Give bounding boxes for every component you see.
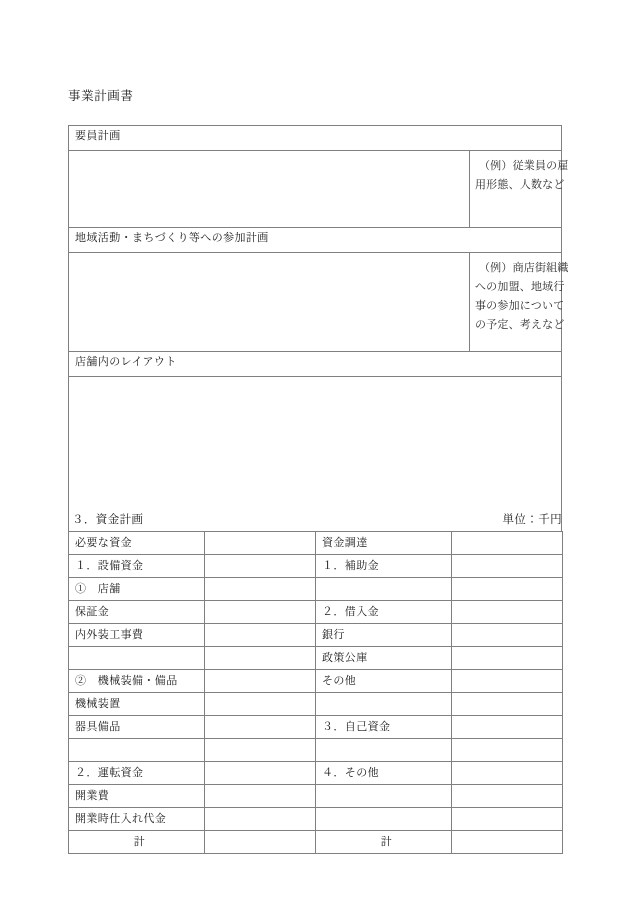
table-row (69, 716, 563, 739)
procurement-label: ３．自己資金 (316, 716, 452, 739)
needed-funds-amount[interactable] (205, 670, 316, 693)
answer-area-community[interactable] (69, 253, 470, 352)
procurement-label: ４．その他 (316, 762, 452, 785)
needed-funds-amount[interactable] (205, 808, 316, 831)
column-header-procurement: 資金調達 (316, 532, 452, 555)
needed-funds-label: １．設備資金 (69, 555, 205, 578)
procurement-label (316, 693, 452, 716)
needed-funds-label: ② 機械装備・備品 (69, 670, 205, 693)
table-row (69, 785, 563, 808)
section-content-row (69, 377, 562, 532)
section-content-row (69, 151, 562, 228)
section-header-row (69, 228, 562, 253)
procurement-amount[interactable] (452, 785, 563, 808)
section-header-row (69, 126, 562, 151)
funding-unit-label: 単位：千円 (502, 514, 562, 526)
table-row (69, 647, 563, 670)
needed-funds-total-label: 計 (69, 831, 205, 854)
needed-funds-amount[interactable] (205, 601, 316, 624)
needed-funds-amount[interactable] (205, 578, 316, 601)
table-row (69, 624, 563, 647)
business-plan-table (68, 125, 569, 532)
section-header-staffing: 要員計画 (69, 126, 562, 151)
procurement-label: 銀行 (316, 624, 452, 647)
hint-line: への加盟、地域行 (474, 281, 565, 293)
table-row (69, 555, 563, 578)
procurement-label: ２．借入金 (316, 601, 452, 624)
table-row (69, 762, 563, 785)
procurement-label: １．補助金 (316, 555, 452, 578)
procurement-amount[interactable] (452, 670, 563, 693)
column-header-procurement-amount (452, 532, 563, 555)
procurement-amount[interactable] (452, 624, 563, 647)
procurement-label (316, 808, 452, 831)
table-row (69, 693, 563, 716)
table-row (69, 601, 563, 624)
funding-table-body (69, 532, 563, 854)
procurement-total-label: 計 (316, 831, 452, 854)
table-row (69, 808, 563, 831)
needed-funds-label: 器具備品 (69, 716, 205, 739)
procurement-label (316, 785, 452, 808)
procurement-amount[interactable] (452, 647, 563, 670)
needed-funds-amount[interactable] (205, 762, 316, 785)
funding-caption-row (68, 511, 562, 527)
needed-funds-amount[interactable] (205, 555, 316, 578)
funding-header-row (69, 532, 563, 555)
hint-line: （例）商店街組織 (478, 262, 569, 274)
needed-funds-label: 機械装置 (69, 693, 205, 716)
needed-funds-label: ２．運転資金 (69, 762, 205, 785)
table-row (69, 670, 563, 693)
procurement-amount[interactable] (452, 808, 563, 831)
table-row (69, 739, 563, 762)
page-title: 事業計画書 (68, 89, 134, 103)
needed-funds-amount[interactable] (205, 716, 316, 739)
answer-area-staffing[interactable] (69, 151, 470, 228)
answer-area-store-layout[interactable] (69, 377, 562, 532)
needed-funds-label: 保証金 (69, 601, 205, 624)
funding-plan-caption: ３．資金計画 (72, 514, 144, 526)
needed-funds-label: 開業費 (69, 785, 205, 808)
needed-funds-amount[interactable] (205, 693, 316, 716)
procurement-amount[interactable] (452, 693, 563, 716)
procurement-amount[interactable] (452, 739, 563, 762)
funding-plan-table (68, 531, 563, 854)
needed-funds-amount[interactable] (205, 739, 316, 762)
funding-total-row (69, 831, 563, 854)
procurement-amount[interactable] (452, 555, 563, 578)
section-header-community: 地域活動・まちづくり等への参加計画 (69, 228, 562, 253)
table-row (69, 578, 563, 601)
needed-funds-label (69, 739, 205, 762)
procurement-label: 政策公庫 (316, 647, 452, 670)
section-content-row (69, 253, 562, 352)
needed-funds-amount[interactable] (205, 624, 316, 647)
hint-line: 事の参加について (474, 300, 565, 312)
procurement-amount[interactable] (452, 601, 563, 624)
needed-funds-label: 開業時仕入れ代金 (69, 808, 205, 831)
procurement-label: その他 (316, 670, 452, 693)
procurement-total-amount[interactable] (452, 831, 563, 854)
procurement-label (316, 739, 452, 762)
needed-funds-label: ① 店舗 (69, 578, 205, 601)
needed-funds-label (69, 647, 205, 670)
needed-funds-label: 内外装工事費 (69, 624, 205, 647)
needed-funds-amount[interactable] (205, 785, 316, 808)
procurement-amount[interactable] (452, 762, 563, 785)
procurement-label (316, 578, 452, 601)
hint-line: （例）従業員の雇 (478, 160, 569, 172)
needed-funds-total-amount[interactable] (205, 831, 316, 854)
section-header-row (69, 352, 562, 377)
procurement-amount[interactable] (452, 716, 563, 739)
hint-staffing (469, 151, 569, 228)
needed-funds-amount[interactable] (205, 647, 316, 670)
column-header-needed-amount (205, 532, 316, 555)
column-header-needed-funds: 必要な資金 (69, 532, 205, 555)
hint-line: 用形態、人数など (474, 179, 565, 191)
hint-line: の予定、考えなど (474, 319, 565, 331)
hint-community (469, 253, 569, 352)
procurement-amount[interactable] (452, 578, 563, 601)
section-header-store-layout: 店舗内のレイアウト (69, 352, 562, 377)
